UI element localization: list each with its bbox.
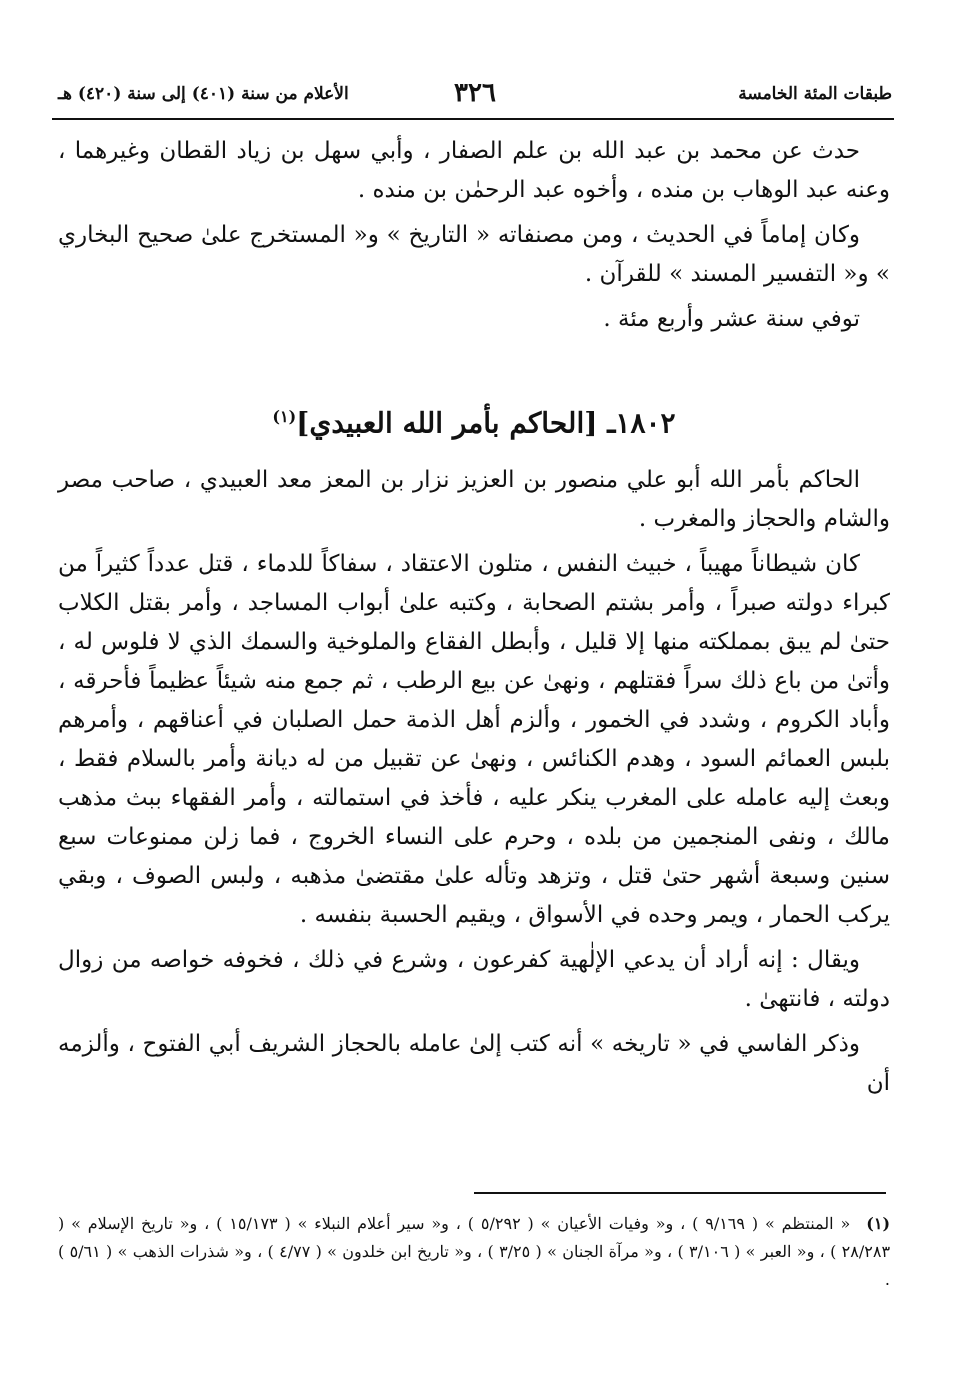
header-divider xyxy=(52,118,894,120)
paragraph: ويقال : إنه أراد أن يدعي الإلٰهية كفرعون ، وشرع في ذلك ، فخوفه خواصه من زوال دولته ، فانتهىٰ . xyxy=(58,947,890,1013)
running-header xyxy=(58,78,892,112)
footnote-marker: (١) xyxy=(272,407,297,426)
paragraph: حدث عن محمد بن عبد الله بن علم الصفار ، وأبي سهل بن زياد القطان وغيرهما ، وعنه عبد الوهاب بن منده ، وأخوه عبد الرحمٰن بن منده . xyxy=(58,138,890,203)
entry-heading xyxy=(58,397,890,443)
paragraph: الحاكم بأمر الله أبو علي منصور بن العزيز نزار بن المعز معد العبيدي ، صاحب مصر والشام والحجاز والمغرب . xyxy=(58,467,890,533)
paragraph: توفي سنة عشر وأربع مئة . xyxy=(603,306,860,332)
main-text xyxy=(58,132,890,1115)
footnote xyxy=(58,1210,890,1294)
footnote-number: (١) xyxy=(866,1214,891,1233)
page-number: ٣٢٦ xyxy=(454,78,496,108)
paragraph: وكان إماماً في الحديث ، ومن مصنفاته « التاريخ » و« المستخرج علىٰ صحيح البخاري » و« التفسير المسند » للقرآن . xyxy=(58,222,890,287)
header-date-range: الأعلام من سنة (٤٠١) إلى سنة (٤٢٠) هـ xyxy=(58,84,349,104)
entry-title: ١٨٠٢ـ [الحاكم بأمر الله العبيدي] xyxy=(296,406,676,440)
footnote-text: « المنتظم » ( ٩/١٦٩ ) ، و« وفيات الأعيان » ( ٥/٢٩٢ ) ، و« سير أعلام النبلاء » ( ١٥/١٧٣ ) ، و« تاريخ الإسلام » ( ٢٨/٢٨٣ ) ، و« العبر » ( ٣/١٠٦ ) ، و« مرآة الجنان » ( ٣/٢٥ ) ، و« تاريخ ابن خلدون » ( ٤/٧٧ ) ، و« شذرات الذهب » ( ٥/٦١ ) . xyxy=(58,1214,891,1289)
footnote-divider xyxy=(474,1192,886,1194)
header-section-title: طبقات المئة الخامسة xyxy=(738,84,892,104)
paragraph: كان شيطاناً مهيباً ، خبيث النفس ، متلون الاعتقاد ، سفاكاً للدماء ، قتل عدداً كثيراً من كبراء دولته صبراً ، وأمر بشتم الصحابة ، وكتبه علىٰ أبواب المساجد ، وأمر بقتل الكلاب حتىٰ لم يبق بمملكته منها إلا قليل ، وأبطل الفقاع والملوخية والسمك الذي لا فلوس له ، وأتىٰ من باع ذلك سراً فقتلهم ، ونهىٰ عن بيع الرطب ، ثم جمع منه شيئاً عظيماً فأحرقه ، وأباد الكروم ، وشدد في الخمور ، وألزم أهل الذمة حمل الصلبان في أعناقهم ، وأمرهم بلبس العمائم السود ، وهدم الكنائس ، ونهىٰ عن تقبيل من له ديانة وأمر بالسلام فقط ، وبعث إليه عامله على المغرب ينكر عليه ، فأخذ في استمالته ، وأمر الفقهاء ببث مذهب مالك ، ونفى المنجمين من بلده ، وحرم على النساء الخروج ، فما زلن ممنوعات سبع سنين وسبعة أشهر حتىٰ قتل ، وتزهد وتأله علىٰ مقتضىٰ مذهبه ، ولبس الصوف ، وبقي يركب الحمار ، ويمر وحده في الأسواق ، ويقيم الحسبة بنفسه . xyxy=(58,551,890,929)
paragraph: وذكر الفاسي في « تاريخه » أنه كتب إلىٰ عامله بالحجاز الشريف أبي الفتوح ، وألزمه أن xyxy=(58,1031,890,1097)
